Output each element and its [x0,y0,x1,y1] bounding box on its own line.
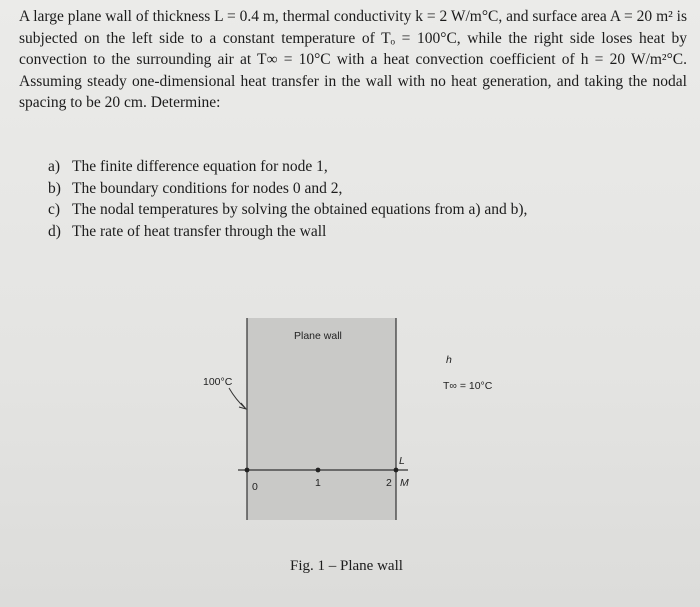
task-text: The nodal temperatures by solving the obtained equations from a) and b), [72,201,528,218]
task-marker: d) [48,222,61,240]
wall-label: Plane wall [294,330,342,342]
h-label: h [446,354,452,366]
node-M-label: M [400,477,409,489]
node-0-dot [245,468,250,473]
ambient-temp-label: T∞ = 10°C [443,380,493,392]
L-label: L [399,455,405,467]
node-2-dot [394,468,399,473]
node-1-dot [316,468,321,473]
task-text: The finite difference equation for node 1, [72,158,328,175]
node-0-label: 0 [252,481,258,493]
task-marker: c) [48,201,61,218]
figure-caption: Fig. 1 – Plane wall [290,558,403,574]
task-text: The boundary conditions for nodes 0 and 2, [72,179,343,197]
task-text: The rate of heat transfer through the wall [72,222,327,240]
task-marker: b) [48,179,61,197]
left-temp-label: 100°C [203,376,233,388]
node-2-label: 2 [386,477,392,489]
wall-body [247,318,396,520]
node-1-label: 1 [315,477,321,489]
task-marker: a) [48,158,61,175]
problem-text: A large plane wall of thickness L = 0.4 m, thermal conductivity k = 2 W/m°C, and surface area A = 20 m² is subjected on the left side to a constant temperature of Tₒ = 100°C, while the right side loses heat by convection to the surrounding air at T∞ = 10°C with a heat convection coefficient of h = 20 W/m²°C. Assuming steady one-dimensional heat transfer in the wall with no heat generation, and taking the nodal spacing to be 20 cm. Determine: [19,8,687,111]
